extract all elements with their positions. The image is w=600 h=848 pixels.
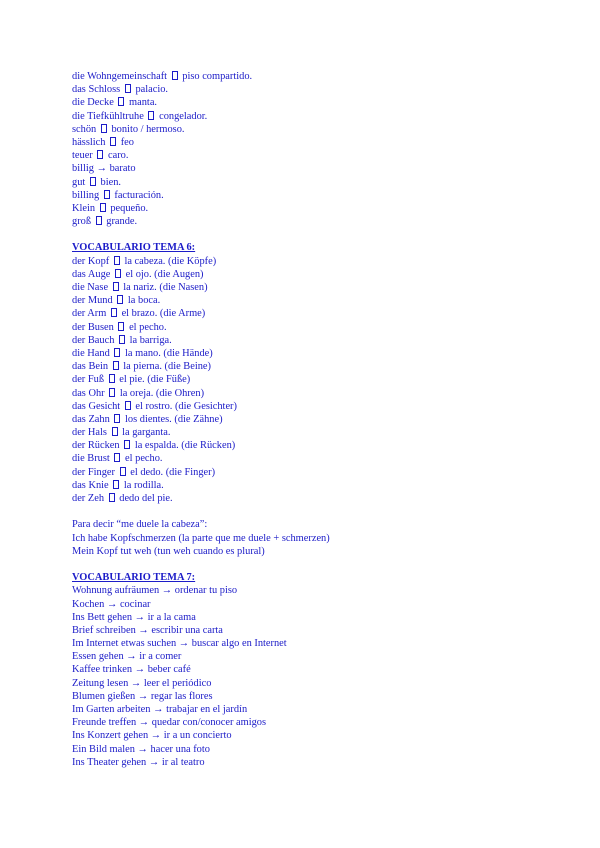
vocab-entry bbox=[72, 729, 572, 742]
spanish-translation: trabajar en el jardín bbox=[166, 704, 248, 715]
spanish-translation: la barriga. bbox=[129, 334, 172, 346]
spanish-translation: ir a la cama bbox=[147, 611, 196, 623]
spanish-translation: el pie. (die Füße) bbox=[119, 374, 191, 386]
vocab-entry bbox=[72, 703, 572, 716]
vocab-entry bbox=[72, 162, 572, 175]
vocab-entry bbox=[72, 663, 572, 676]
missing-glyph-box-icon bbox=[114, 256, 120, 265]
german-term: das Bein bbox=[72, 361, 109, 373]
vocab-entry bbox=[72, 452, 572, 465]
vocab-entry bbox=[72, 255, 572, 268]
missing-glyph-box-icon bbox=[125, 401, 131, 410]
spanish-translation: la nariz. (die Nasen) bbox=[123, 282, 208, 293]
spanish-translation: quedar con/conocer amigos bbox=[151, 717, 267, 729]
arrow-icon: → bbox=[178, 638, 190, 650]
spanish-translation: ir a un concierto bbox=[163, 730, 232, 742]
vocab-entry bbox=[72, 387, 572, 400]
missing-glyph-box-icon bbox=[109, 493, 115, 502]
vocab-entry bbox=[72, 176, 572, 189]
german-term: die Nase bbox=[72, 282, 109, 293]
spanish-translation: la espalda. (die Rücken) bbox=[134, 440, 236, 452]
german-term: die Decke bbox=[72, 97, 114, 109]
spanish-translation: palacio. bbox=[135, 84, 169, 96]
german-term: Essen gehen bbox=[72, 651, 124, 663]
spanish-translation: pequeño. bbox=[110, 202, 149, 214]
vocab-entry bbox=[72, 281, 572, 294]
german-term: gut bbox=[72, 176, 86, 188]
missing-glyph-box-icon bbox=[97, 150, 103, 159]
missing-glyph-box-icon bbox=[113, 361, 119, 370]
spanish-translation: manta. bbox=[129, 97, 158, 109]
tema6-vocab-list bbox=[72, 255, 572, 506]
german-term: billig bbox=[72, 163, 94, 175]
vocab-entry bbox=[72, 650, 572, 663]
german-term: Wohnung aufräumen bbox=[72, 585, 160, 597]
missing-glyph-box-icon bbox=[113, 480, 119, 489]
missing-glyph-box-icon bbox=[111, 308, 117, 317]
vocab-entry bbox=[72, 637, 572, 650]
vocab-entry bbox=[72, 96, 572, 109]
vocab-entry bbox=[72, 360, 572, 373]
missing-glyph-box-icon bbox=[148, 111, 154, 120]
spanish-translation: la mano. (die Hände) bbox=[125, 347, 213, 359]
german-term: der Mund bbox=[72, 295, 113, 307]
vocab-entry bbox=[72, 598, 572, 611]
german-term: Kochen bbox=[72, 598, 105, 610]
spanish-translation: el pecho. bbox=[129, 321, 167, 333]
spanish-translation: feo bbox=[120, 136, 134, 148]
missing-glyph-box-icon bbox=[110, 137, 116, 146]
german-term: hässlich bbox=[72, 136, 106, 148]
vocab-entry bbox=[72, 110, 572, 123]
note-line: Mein Kopf tut weh (tun weh cuando es plural) bbox=[72, 545, 265, 557]
german-term: groß bbox=[72, 216, 92, 228]
german-term: der Arm bbox=[72, 308, 107, 320]
vocab-entry bbox=[72, 373, 572, 386]
german-term: teuer bbox=[72, 150, 93, 162]
german-term: Kaffee trinken bbox=[72, 664, 133, 676]
german-term: Ins Theater gehen bbox=[72, 756, 147, 768]
german-term: das Ohr bbox=[72, 387, 105, 399]
arrow-icon: → bbox=[137, 743, 148, 755]
spanish-translation: la pierna. (die Beine) bbox=[123, 361, 211, 373]
arrow-icon: → bbox=[106, 598, 118, 610]
document-page bbox=[72, 70, 572, 769]
note-line: Para decir “me duele la cabeza”: bbox=[72, 519, 208, 531]
german-term: der Rücken bbox=[72, 440, 120, 452]
vocab-entry bbox=[72, 83, 572, 96]
missing-glyph-box-icon bbox=[118, 97, 124, 106]
arrow-icon: → bbox=[161, 585, 173, 597]
spanish-translation: caro. bbox=[108, 150, 129, 162]
german-term: Brief schreiben bbox=[72, 624, 136, 636]
missing-glyph-box-icon bbox=[117, 295, 123, 304]
missing-glyph-box-icon bbox=[119, 335, 125, 344]
vocab-entry bbox=[72, 268, 572, 281]
missing-glyph-box-icon bbox=[101, 124, 107, 133]
vocab-entry bbox=[72, 716, 572, 729]
missing-glyph-box-icon bbox=[124, 440, 130, 449]
spanish-translation: buscar algo en Internet bbox=[191, 638, 287, 650]
german-term: das Auge bbox=[72, 268, 111, 280]
vocab-entry bbox=[72, 215, 572, 228]
spanish-translation: bonito / hermoso. bbox=[111, 123, 185, 135]
german-term: der Bauch bbox=[72, 334, 115, 346]
vocab-entry bbox=[72, 294, 572, 307]
german-term: der Zeh bbox=[72, 493, 105, 504]
missing-glyph-box-icon bbox=[109, 388, 115, 397]
arrow-icon: → bbox=[134, 664, 146, 676]
spacer bbox=[72, 558, 572, 571]
spanish-translation: hacer una foto bbox=[150, 743, 210, 755]
vocab-entry bbox=[72, 400, 572, 413]
vocab-entry bbox=[72, 492, 572, 505]
vocab-entry bbox=[72, 347, 572, 360]
spanish-translation: la garganta. bbox=[122, 427, 171, 439]
spanish-translation: el ojo. (die Augen) bbox=[125, 268, 204, 280]
spanish-translation: la rodilla. bbox=[123, 479, 164, 491]
german-term: billing bbox=[72, 189, 100, 201]
missing-glyph-box-icon bbox=[109, 374, 115, 383]
german-term: das Gesicht bbox=[72, 400, 121, 412]
german-term: das Schloss bbox=[72, 84, 121, 96]
german-term: Zeitung lesen bbox=[72, 677, 129, 689]
vocab-entry bbox=[72, 149, 572, 162]
arrow-icon: → bbox=[96, 163, 107, 175]
spanish-translation: beber café bbox=[147, 664, 191, 676]
vocab-entry bbox=[72, 136, 572, 149]
spanish-translation: ordenar tu piso bbox=[174, 585, 238, 597]
vocab-entry bbox=[72, 307, 572, 320]
spanish-translation: facturación. bbox=[114, 189, 164, 201]
spanish-translation: la boca. bbox=[127, 295, 161, 307]
german-term: die Tiefkühltruhe bbox=[72, 110, 144, 122]
vocab-entry bbox=[72, 426, 572, 439]
vocab-entry bbox=[72, 123, 572, 136]
missing-glyph-box-icon bbox=[120, 467, 126, 476]
vocab-entry bbox=[72, 70, 572, 83]
spanish-translation: escribir una carta bbox=[151, 624, 223, 636]
arrow-icon: → bbox=[138, 624, 149, 636]
spanish-translation: el pecho. bbox=[125, 453, 163, 465]
vocab-entry bbox=[72, 743, 572, 756]
spanish-translation: congelador. bbox=[159, 110, 208, 122]
german-term: der Finger bbox=[72, 466, 115, 478]
missing-glyph-box-icon bbox=[125, 84, 131, 93]
vocab-entry bbox=[72, 624, 572, 637]
arrow-icon: → bbox=[137, 690, 149, 702]
vocab-entry bbox=[72, 677, 572, 690]
spanish-translation: la cabeza. (die Köpfe) bbox=[124, 255, 217, 267]
arrow-icon: → bbox=[134, 611, 146, 623]
german-term: Klein bbox=[72, 202, 96, 214]
missing-glyph-box-icon bbox=[114, 348, 120, 357]
missing-glyph-box-icon bbox=[115, 269, 121, 278]
tema7-heading: VOCABULARIO TEMA 7: bbox=[72, 572, 196, 584]
missing-glyph-box-icon bbox=[118, 322, 124, 331]
spanish-translation: grande. bbox=[106, 216, 138, 228]
arrow-icon: → bbox=[148, 756, 160, 768]
german-term: der Busen bbox=[72, 321, 114, 333]
spacer bbox=[72, 505, 572, 518]
german-term: Freunde treffen bbox=[72, 717, 137, 729]
german-term: die Wohngemeinschaft bbox=[72, 71, 168, 82]
vocab-entry bbox=[72, 466, 572, 479]
german-term: die Brust bbox=[72, 453, 110, 465]
missing-glyph-box-icon bbox=[90, 177, 96, 186]
german-term: Ins Konzert gehen bbox=[72, 730, 149, 742]
arrow-icon: → bbox=[138, 717, 150, 729]
vocab-entry bbox=[72, 756, 572, 769]
spanish-translation: bien. bbox=[100, 176, 121, 188]
missing-glyph-box-icon bbox=[96, 216, 102, 225]
vocab-entry bbox=[72, 584, 572, 597]
german-term: der Hals bbox=[72, 427, 107, 439]
german-term: der Kopf bbox=[72, 255, 110, 267]
missing-glyph-box-icon bbox=[100, 203, 106, 212]
spanish-translation: piso compartido. bbox=[182, 71, 253, 82]
german-term: die Hand bbox=[72, 347, 110, 359]
tema7-vocab-list bbox=[72, 584, 572, 769]
note-line: Ich habe Kopfschmerzen (la parte que me duele + schmerzen) bbox=[72, 532, 330, 544]
spanish-translation: barato bbox=[109, 163, 136, 175]
misc-vocab-list bbox=[72, 70, 572, 228]
spanish-translation: los dientes. (die Zähne) bbox=[125, 413, 223, 425]
german-term: das Zahn bbox=[72, 413, 110, 425]
spanish-translation: la oreja. (die Ohren) bbox=[119, 387, 205, 399]
spanish-translation: dedo del pie. bbox=[119, 493, 173, 504]
german-term: Im Garten arbeiten bbox=[72, 704, 151, 715]
spanish-translation: regar las flores bbox=[150, 690, 213, 702]
missing-glyph-box-icon bbox=[114, 414, 120, 423]
missing-glyph-box-icon bbox=[113, 282, 119, 291]
vocab-entry bbox=[72, 690, 572, 703]
arrow-icon: → bbox=[153, 704, 164, 715]
spanish-translation: ir a comer bbox=[139, 651, 182, 663]
arrow-icon: → bbox=[126, 651, 137, 663]
missing-glyph-box-icon bbox=[112, 427, 118, 436]
german-term: das Knie bbox=[72, 479, 109, 491]
tema6-heading: VOCABULARIO TEMA 6: bbox=[72, 242, 196, 254]
german-term: Blumen gießen bbox=[72, 690, 136, 702]
vocab-entry bbox=[72, 479, 572, 492]
spanish-translation: el brazo. (die Arme) bbox=[121, 308, 206, 320]
arrow-icon: → bbox=[130, 677, 142, 689]
spanish-translation: leer el periódico bbox=[143, 677, 212, 689]
german-term: schön bbox=[72, 123, 97, 135]
german-term: Im Internet etwas suchen bbox=[72, 638, 177, 650]
spanish-translation: ir al teatro bbox=[161, 756, 205, 768]
arrow-icon: → bbox=[150, 730, 162, 742]
missing-glyph-box-icon bbox=[172, 71, 178, 80]
vocab-entry bbox=[72, 611, 572, 624]
spanish-translation: cocinar bbox=[119, 598, 151, 610]
vocab-entry bbox=[72, 321, 572, 334]
german-term: Ein Bild malen bbox=[72, 743, 135, 755]
vocab-entry bbox=[72, 334, 572, 347]
missing-glyph-box-icon bbox=[104, 190, 110, 199]
vocab-entry bbox=[72, 439, 572, 452]
spacer bbox=[72, 228, 572, 241]
vocab-entry bbox=[72, 189, 572, 202]
vocab-entry bbox=[72, 202, 572, 215]
german-term: Ins Bett gehen bbox=[72, 611, 133, 623]
spanish-translation: el dedo. (die Finger) bbox=[130, 466, 216, 478]
vocab-entry bbox=[72, 413, 572, 426]
german-term: der Fuß bbox=[72, 374, 105, 386]
missing-glyph-box-icon bbox=[114, 453, 120, 462]
spanish-translation: el rostro. (die Gesichter) bbox=[135, 400, 237, 412]
